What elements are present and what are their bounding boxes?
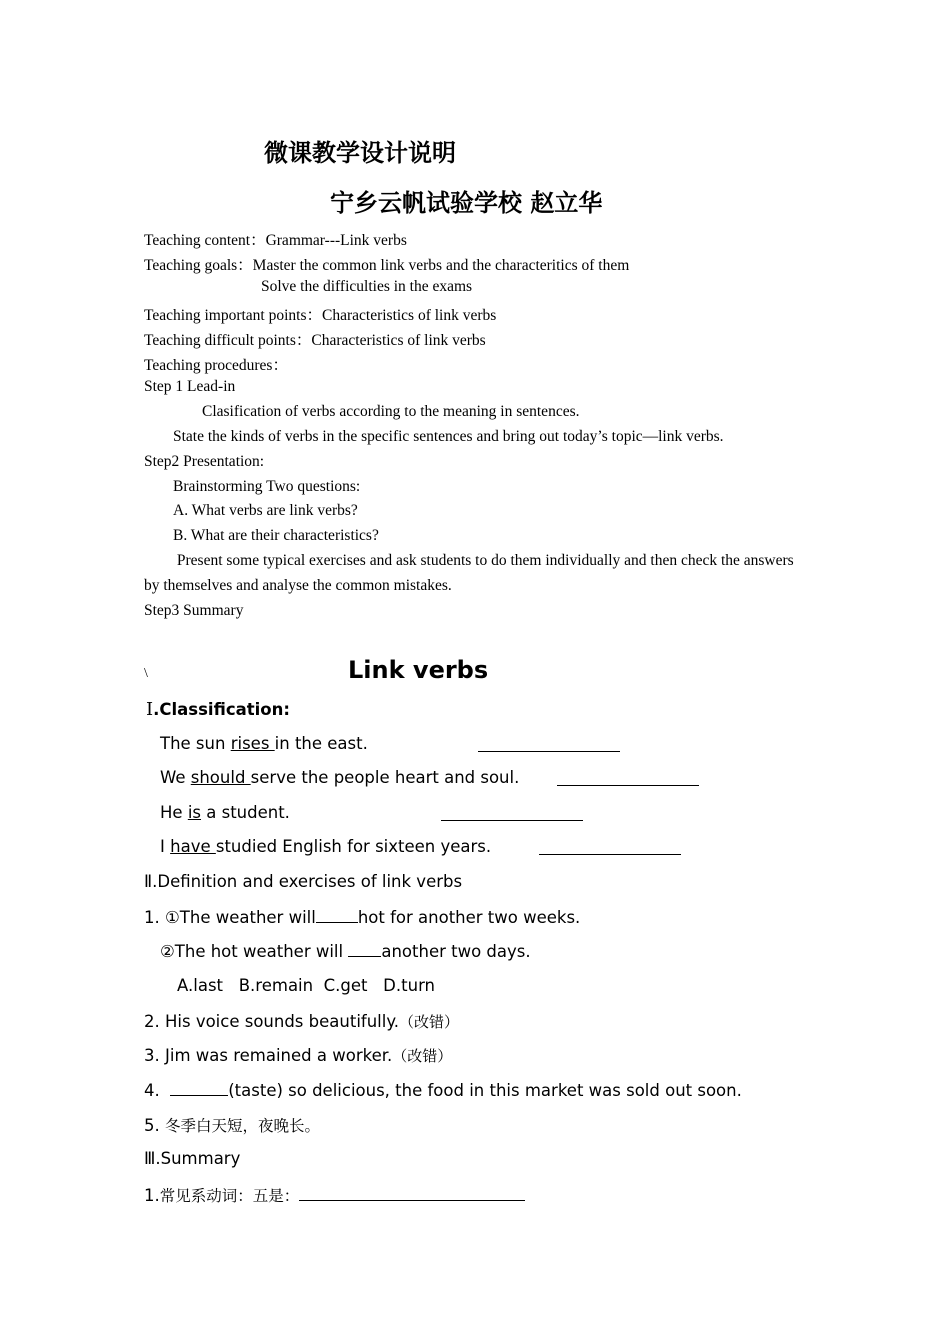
step-2-line-b: A. What verbs are link verbs? — [173, 502, 358, 519]
question-text: ②The hot weather will — [160, 942, 349, 961]
sentence-text: studied English for sixteen years. — [215, 837, 492, 856]
answer-blank[interactable] — [441, 805, 583, 821]
question-2 — [144, 1011, 459, 1032]
step-3-heading: Step3 Summary — [144, 602, 244, 619]
backslash-mark: \ — [144, 666, 148, 681]
sentence-text: The sun — [160, 734, 231, 753]
question-1a — [144, 907, 580, 927]
section-1-label: .Classification: — [153, 700, 290, 719]
question-text: 3. Jim was remained a worker. — [144, 1046, 393, 1065]
question-text: 2. His voice sounds beautifully. — [144, 1012, 399, 1031]
teaching-content: Teaching content：Grammar---Link verbs — [144, 232, 407, 249]
question-5 — [144, 1114, 320, 1136]
summary-item-1 — [144, 1184, 525, 1206]
sentence-text: He — [160, 803, 188, 822]
underlined-verb: rises — [230, 734, 275, 753]
step-1-line-a: Clasification of verbs according to the meaning in sentences. — [202, 403, 580, 420]
worksheet-title: Link verbs — [348, 656, 489, 684]
answer-blank[interactable] — [557, 770, 699, 786]
question-text: 冬季白天短，夜晚长。 — [165, 1118, 321, 1135]
teaching-goals: Teaching goals：Master the common link verbs and the characteritics of them — [144, 257, 630, 274]
section-2-heading: Ⅱ.Definition and exercises of link verbs — [144, 872, 463, 891]
step-1-line-b: State the kinds of verbs in the specific sentences and bring out today’s topic—link verbs. — [173, 428, 724, 445]
question-text: 4. — [144, 1081, 171, 1100]
step-2-line-d-continued: by themselves and analyse the common mistakes. — [144, 577, 452, 594]
section-1-heading — [146, 699, 290, 720]
author-line: 宁乡云帆试验学校 赵立华 — [330, 188, 603, 217]
question-text: 1. ①The weather will — [144, 908, 316, 927]
answer-blank[interactable] — [316, 907, 358, 923]
sentence-text: We — [160, 768, 191, 787]
question-4 — [144, 1080, 742, 1100]
step-1-heading: Step 1 Lead-in — [144, 378, 236, 395]
classification-sentence-2 — [160, 768, 519, 787]
question-text: another two days. — [381, 942, 531, 961]
classification-sentence-1 — [160, 734, 368, 753]
section-3-heading: Ⅲ.Summary — [144, 1149, 241, 1168]
section-1-numeral: Ⅰ — [146, 699, 154, 719]
teaching-procedures: Teaching procedures： — [144, 357, 288, 374]
classification-sentence-3 — [160, 803, 290, 822]
summary-number: 1. — [144, 1186, 160, 1205]
answer-blank[interactable] — [170, 1080, 228, 1096]
question-1-options: A.last B.remain C.get D.turn — [177, 976, 436, 995]
sentence-text: in the east. — [274, 734, 368, 753]
answer-blank[interactable] — [348, 941, 381, 957]
page-title: 微课教学设计说明 — [264, 138, 456, 167]
teaching-goals-continued: Solve the difficulties in the exams — [261, 278, 473, 295]
sentence-text: serve the people heart and soul. — [250, 768, 520, 787]
question-1b — [160, 941, 531, 961]
underlined-verb: have — [170, 837, 216, 856]
step-2-line-c: B. What are their characteristics? — [173, 527, 379, 544]
underlined-verb: is — [187, 803, 201, 822]
sentence-text: I — [160, 837, 171, 856]
question-number: 5. — [144, 1116, 165, 1135]
question-text: hot for another two weeks. — [357, 908, 581, 927]
answer-blank[interactable] — [478, 736, 620, 752]
correction-note: （改错） — [399, 1015, 460, 1031]
sentence-text: a student. — [201, 803, 290, 822]
teaching-difficult-points: Teaching difficult points：Characteristics of link verbs — [144, 332, 486, 349]
correction-note: （改错） — [392, 1049, 453, 1065]
classification-sentence-4 — [160, 837, 491, 856]
question-3 — [144, 1045, 452, 1066]
step-2-line-d: Present some typical exercises and ask students to do them individually and then check the answers — [173, 552, 794, 569]
step-2-heading: Step2 Presentation: — [144, 453, 265, 470]
answer-blank[interactable] — [299, 1185, 525, 1201]
summary-text: 常见系动词：五是： — [159, 1188, 300, 1205]
underlined-verb: should — [190, 768, 251, 787]
step-2-line-a: Brainstorming Two questions: — [173, 478, 361, 495]
question-text: (taste) so delicious, the food in this market was sold out soon. — [228, 1081, 742, 1100]
answer-blank[interactable] — [539, 839, 681, 855]
teaching-important-points: Teaching important points：Characteristics of link verbs — [144, 307, 497, 324]
